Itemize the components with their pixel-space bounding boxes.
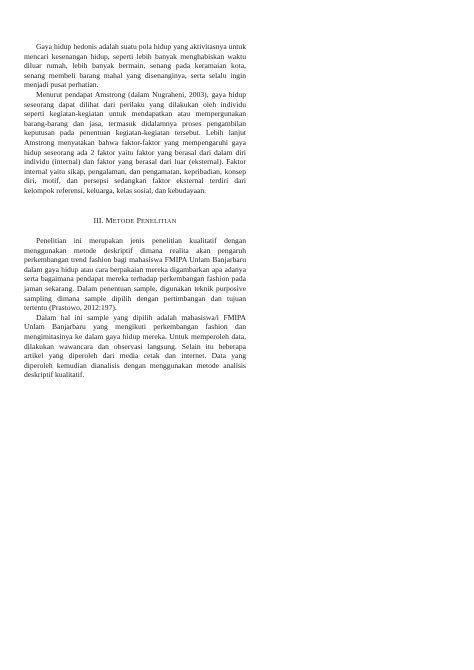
heading-number: III.: [93, 215, 104, 225]
heading-initial-1: M: [105, 215, 113, 225]
paragraph-amstrong-lifestyle: Menurut pendapat Amstrong (dalam Nugraheni, 2003), gaya hidup seseorang dapat dilihat dari perilaku yang dilakukan oleh individu seperti kegiatan-kegiatan untuk mendapatkan atau mempergunakan barang-barang dan jasa, termasuk didalamnya proses pengambilan keputusan pada penentuan kegiatan-kegiatan tersebut. Lebih lanjut Amstrong menyatakan bahwa faktor-faktor yang mempengaruhi gaya hidup seseorang ada 2 faktor yaitu faktor yang berasal dari dalam diri individu (internal) dan faktor yang berasal dari luar (eksternal). Faktor internal yaitu sikap, pengalaman, dan pengamatan, kepribadian, konsep diri, motif, dan persepsi sedangkan faktor eksternal terdiri dari kelompok referensi, keluarga, kelas sosial, dan kebudayaan.: [24, 89, 246, 195]
section-heading-metode-penelitian: [24, 216, 246, 227]
heading-rest-1: ETODE: [112, 217, 135, 225]
paragraph-method-description: Penelitian ini merupakan jenis penelitian kualitatif dengan menggunakan metode deskriptif dimana realita akan pengaruh perkembangan trend fashion bagi mahasiswa FMIPA Unlam Banjarbaru dalam gaya hidup atau cara berpakaian mereka digambarkan apa adanya serta bagaimana pendapat mereka terhadap perkembangan fashion pada jaman sekarang. Dalam penentuan sample, digunakan teknik purposive sampling dimana sample dipilih dengan pertimbangan dan tujuan tertentu (Prastowo, 2012:197).: [24, 236, 246, 313]
paragraph-hedonic-lifestyle: Gaya hidup hedonis adalah suatu pola hidup yang aktivitasnya untuk mencari kesenangan hidup, seperti lebih banyak menghabiskan waktu diluar rumah, lebih banyak bermain, senang pada keramaian kota, senang membeli barang mahal yang disenanginya, serta selalu ingin menjadi pusat perhatian.: [24, 42, 246, 90]
heading-initial-2: P: [136, 215, 142, 225]
text-column-left: [24, 42, 246, 380]
heading-rest-2: ENELITIAN: [141, 217, 177, 225]
paragraph-sample-data: Dalam hal ini sample yang dipilih adalah mahasiswa/i FMIPA Unlam Banjarbaru yang mengikuti perkembangan fashion dan mengimitasinya ke dalam gaya hidup mereka. Untuk memperoleh data, dilakukan wawancara dan observasi langsung. Selain itu beberapa artikel yang diperoleh dari media cetak dan internet. Data yang diperoleh kemudian dianalisis dengan menggunakan metode analisis deskriptif kualitatif.: [24, 312, 246, 380]
